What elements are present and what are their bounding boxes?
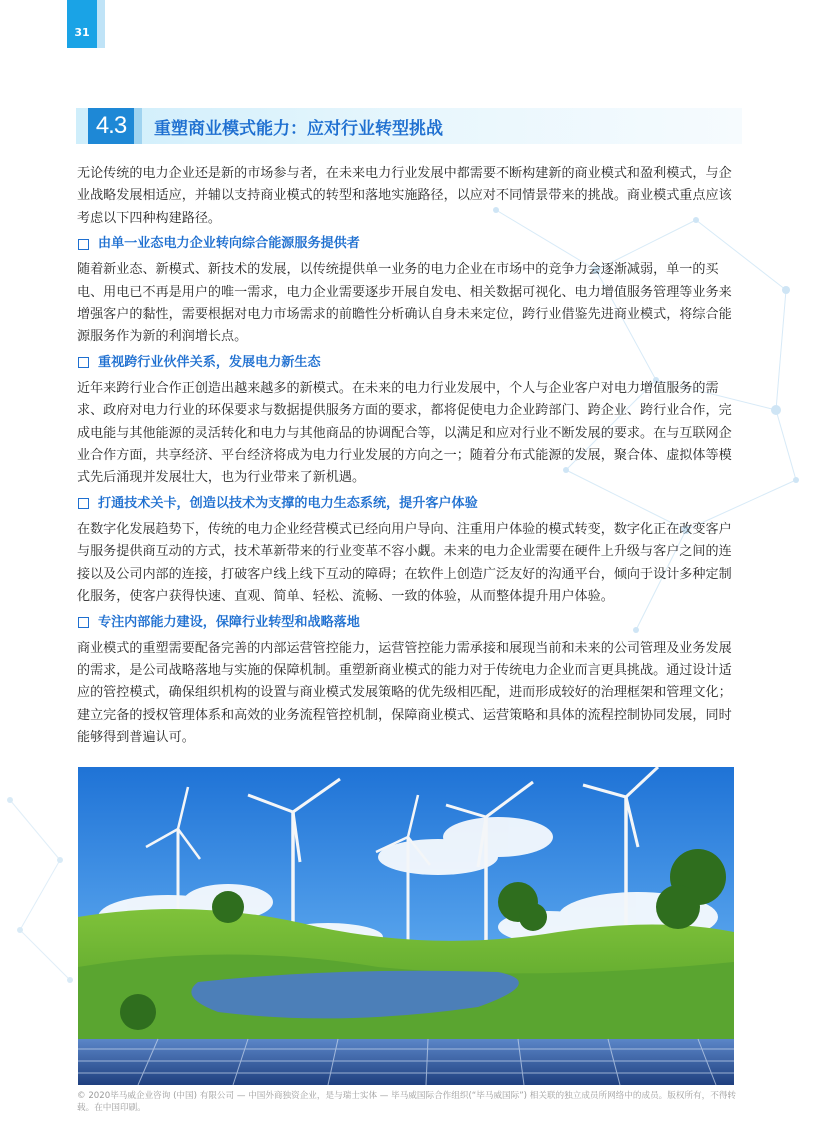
item-body: 近年来跨行业合作正创造出越来越多的新模式。在未来的电力行业发展中，个人与企业客户对电力增值服务的需求、政府对电力行业的环保要求与数据提供服务方面的要求，都将促使电力企业跨部门、跨企业、跨行业合作，完成电能与其他能源的灵活转化和电力与其他商品的协调配合等，以满足和应对行业不断发展的要求。在与互联网企业合作方面，共享经济、平台经济将成为电力行业发展的方向之一；随着分布式能源的发展，聚合体、虚拟体等模式先后涌现并发展壮大，也为行业带来了新机遇。 [77, 380, 732, 486]
checkbox-icon [78, 498, 89, 509]
page-number: 31 [74, 26, 90, 39]
page-tab [67, 0, 97, 48]
item-heading [77, 352, 737, 374]
checkbox-icon [78, 617, 89, 628]
main-content [77, 163, 737, 750]
section-number-box [88, 108, 134, 144]
item-heading-text: 打通技术关卡，创造以技术为支撑的电力生态系统，提升客户体验 [98, 495, 478, 511]
item-heading [77, 233, 737, 255]
checkbox-icon [78, 239, 89, 250]
item-heading-text: 专注内部能力建设，保障行业转型和战略落地 [98, 614, 360, 630]
wind-turbine-photo [78, 767, 734, 1085]
section-header [76, 108, 742, 144]
item-heading [77, 493, 737, 515]
page-tab-stripe [97, 0, 105, 48]
item-body: 随着新业态、新模式、新技术的发展，以传统提供单一业务的电力企业在市场中的竞争力会逐渐减弱，单一的买电、用电已不再是用户的唯一需求，电力企业需要逐步开展自发电、相关数据可视化、电力增值服务管理等业务来增强客户的黏性，需要根据对电力市场需求的前瞻性分析确认自身未来定位，跨行业借鉴先进商业模式，将综合能源服务作为新的利润增长点。 [77, 262, 732, 345]
item-heading-text: 由单一业态电力企业转向综合能源服务提供者 [98, 236, 360, 252]
item-heading-text: 重视跨行业伙伴关系，发展电力新生态 [98, 354, 321, 370]
checkbox-icon [78, 357, 89, 368]
section-number: 4.3 [95, 112, 127, 139]
item-body: 在数字化发展趋势下，传统的电力企业经营模式已经向用户导向、注重用户体验的模式转变，数字化正在改变客户与服务提供商互动的方式，技术革新带来的行业变革不容小觑。未来的电力企业需要在硬件上升级与客户之间的连接以及公司内部的连接，打破客户线上线下互动的障碍；在软件上创造广泛友好的沟通平台，倾向于设计多种定制化服务，使客户获得快速、直观、简单、轻松、流畅、一致的体验，从而整体提升用户体验。 [77, 521, 732, 605]
section-title: 重塑商业模式能力：应对行业转型挑战 [154, 119, 443, 139]
intro-paragraph: 无论传统的电力企业还是新的市场参与者，在未来电力行业发展中都需要不断构建新的商业模式和盈利模式，与企业战略发展相适应，并辅以支持商业模式的转型和落地实施路径，以应对不同情景带来的挑战。商业模式重点应该考虑以下四种构建路径。 [77, 166, 732, 226]
item-body: 商业模式的重塑需要配备完善的内部运营管控能力，运营管控能力需承接和展现当前和未来的公司管理及业务发展的需求，是公司战略落地与实施的保障机制。重塑新商业模式的能力对于传统电力企业而言更具挑战。通过设计适应的管控模式，确保组织机构的设置与商业模式发展策略的优先级相匹配，进而形成较好的治理框架和管理文化；建立完备的授权管理体系和高效的业务流程管控机制，保障商业模式、运营策略和具体的流程控制协同发展，同时能够得到普遍认可。 [77, 640, 732, 746]
footer-copyright: © 2020毕马威企业咨询 (中国) 有限公司 — 中国外商独资企业，是与瑞士实体 — 毕马威国际合作组织(“毕马威国际”) 相关联的独立成员所网络中的成员。版权所有，不得转载。在中国印刷。 [77, 1091, 737, 1113]
item-heading [77, 612, 737, 634]
